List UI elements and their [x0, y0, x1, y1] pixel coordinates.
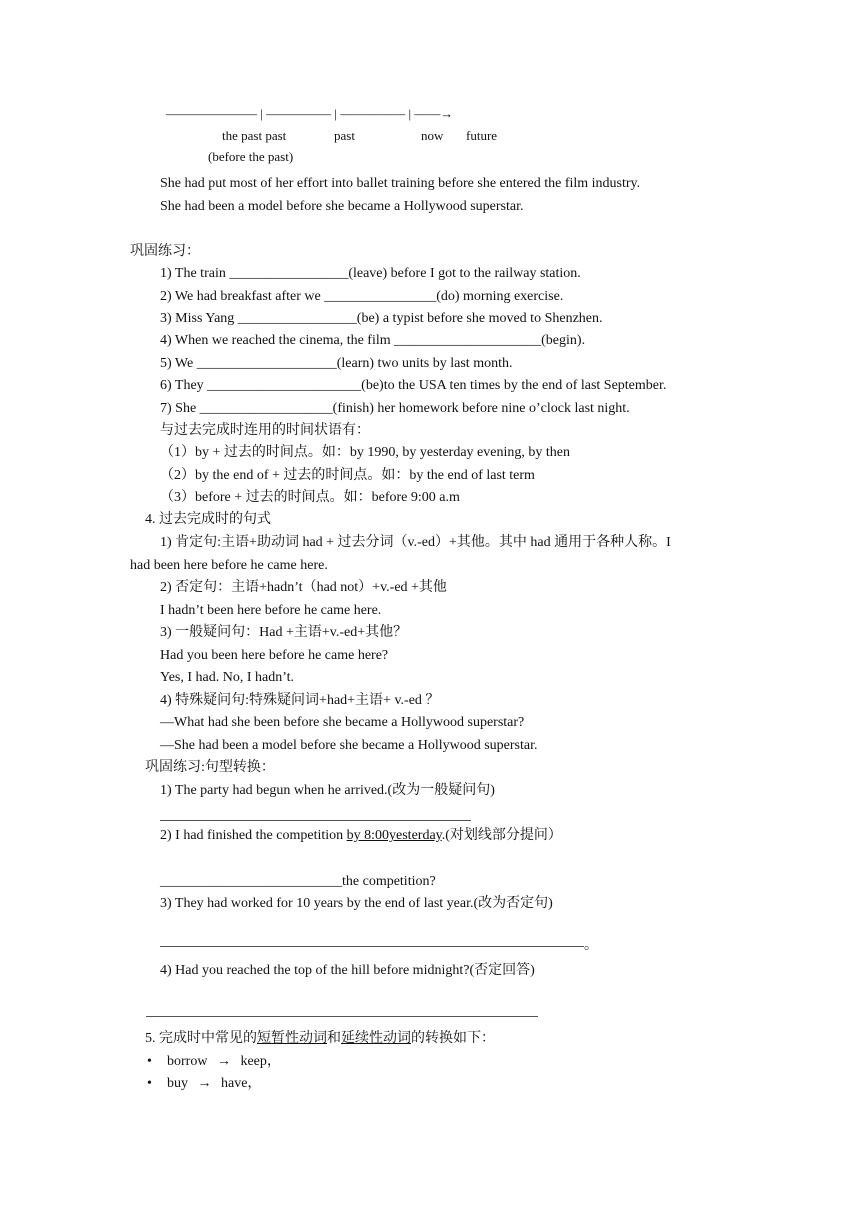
section-heading [145, 1030, 495, 1048]
verb-from: buy [167, 1076, 188, 1091]
example-sentence: She had put most of her effort into ballet training before she entered the film industry. [160, 176, 641, 191]
arrow-icon: → [216, 1054, 231, 1069]
answer-line [160, 820, 471, 821]
time-adverbial-item: （1）by + 过去的时间点。如：by 1990, by yesterday evening, by then [160, 445, 570, 460]
special-question-example: —What had she been before she became a Hollywood superstar? [160, 715, 525, 730]
answer-line-end: 。 [584, 938, 598, 953]
timeline-label-future: future [466, 128, 498, 143]
term-durative-verbs: 延续性动词 [341, 1031, 411, 1046]
practice-item: 3) Miss Yang _________________(be) a typist before she moved to Shenzhen. [160, 311, 603, 326]
affirmative-rule-cont: had been here before he came here. [130, 558, 328, 573]
bullet-icon: • [147, 1054, 152, 1069]
practice-item: 6) They ______________________(be)to the USA ten times by the end of last September. [160, 378, 667, 393]
answer-line [146, 1016, 538, 1017]
practice-item: 1) The train _________________(leave) before I got to the railway station. [160, 266, 581, 281]
time-adverbial-item: （3）before + 过去的时间点。如：before 9:00 a.m [160, 490, 460, 505]
heading-text: 和 [327, 1031, 341, 1046]
term-transient-verbs: 短暂性动词 [257, 1031, 327, 1046]
list-item [147, 1075, 261, 1093]
heading-text: 5. 完成时中常见的 [145, 1031, 257, 1046]
section-heading: 4. 过去完成时的句式 [145, 512, 271, 527]
transform-question [160, 827, 562, 845]
transform-question: 1) The party had begun when he arrived.(改为一般疑问句) [160, 783, 495, 798]
affirmative-rule: 1) 肯定句:主语+助动词 had + 过去分词（v.-ed）+其他。其中 had 通用于各种人称。I [160, 535, 671, 550]
verb-to: keep， [240, 1054, 281, 1069]
timeline-label-past-past: the past past [222, 128, 287, 143]
practice-item: 7) She ___________________(finish) her homework before nine o’clock last night. [160, 401, 630, 416]
general-question-example: Had you been here before he came here? [160, 648, 389, 663]
timeline-line: ——————— | ————— | ————— | ——→ [166, 106, 454, 121]
answer-blank: __________________________the competition? [160, 874, 436, 889]
special-question-example: —She had been a model before she became a Hollywood superstar. [160, 738, 538, 753]
practice-heading: 巩固练习： [130, 244, 200, 259]
practice-item: 2) We had breakfast after we ________________(do) morning exercise. [160, 289, 564, 304]
example-sentence: She had been a model before she became a Hollywood superstar. [160, 199, 524, 214]
timeline-label-past: past [334, 128, 355, 143]
general-question-answer: Yes, I had. No, I hadn’t. [160, 670, 295, 685]
time-adverbial-item: （2）by the end of + 过去的时间点。如：by the end of last term [160, 468, 535, 483]
list-item [147, 1053, 281, 1071]
timeline-label-before-past: (before the past) [208, 149, 294, 164]
negative-rule: 2) 否定句：主语+hadn’t（had not）+v.-ed +其他 [160, 580, 447, 595]
verb-from: borrow [167, 1054, 208, 1069]
timeline-label-now: now [421, 128, 444, 143]
practice-item: 5) We ____________________(learn) two units by last month. [160, 356, 513, 371]
verb-to: have， [221, 1076, 262, 1091]
transform-question: 4) Had you reached the top of the hill before midnight?(否定回答) [160, 963, 535, 978]
question-text: 2) I had finished the competition [160, 828, 347, 843]
heading-text: 的转换如下： [411, 1031, 495, 1046]
practice2-heading: 巩固练习:句型转换： [145, 760, 275, 775]
transform-question: 3) They had worked for 10 years by the end of last year.(改为否定句) [160, 896, 553, 911]
question-text: .(对划线部分提问） [441, 828, 562, 843]
practice-item: 4) When we reached the cinema, the film _____________________(begin). [160, 333, 586, 348]
general-question-rule: 3) 一般疑问句：Had +主语+v.-ed+其他？ [160, 625, 408, 640]
bullet-icon: • [147, 1076, 152, 1091]
negative-example: I hadn’t been here before he came here. [160, 603, 382, 618]
answer-line [160, 946, 584, 947]
special-question-rule: 4) 特殊疑问句:特殊疑问词+had+主语+ v.-ed ？ [160, 693, 440, 708]
underlined-phrase: by 8:00yesterday [346, 828, 442, 843]
arrow-icon: → [197, 1076, 212, 1091]
time-adverbials-heading: 与过去完成时连用的时间状语有： [160, 423, 370, 438]
